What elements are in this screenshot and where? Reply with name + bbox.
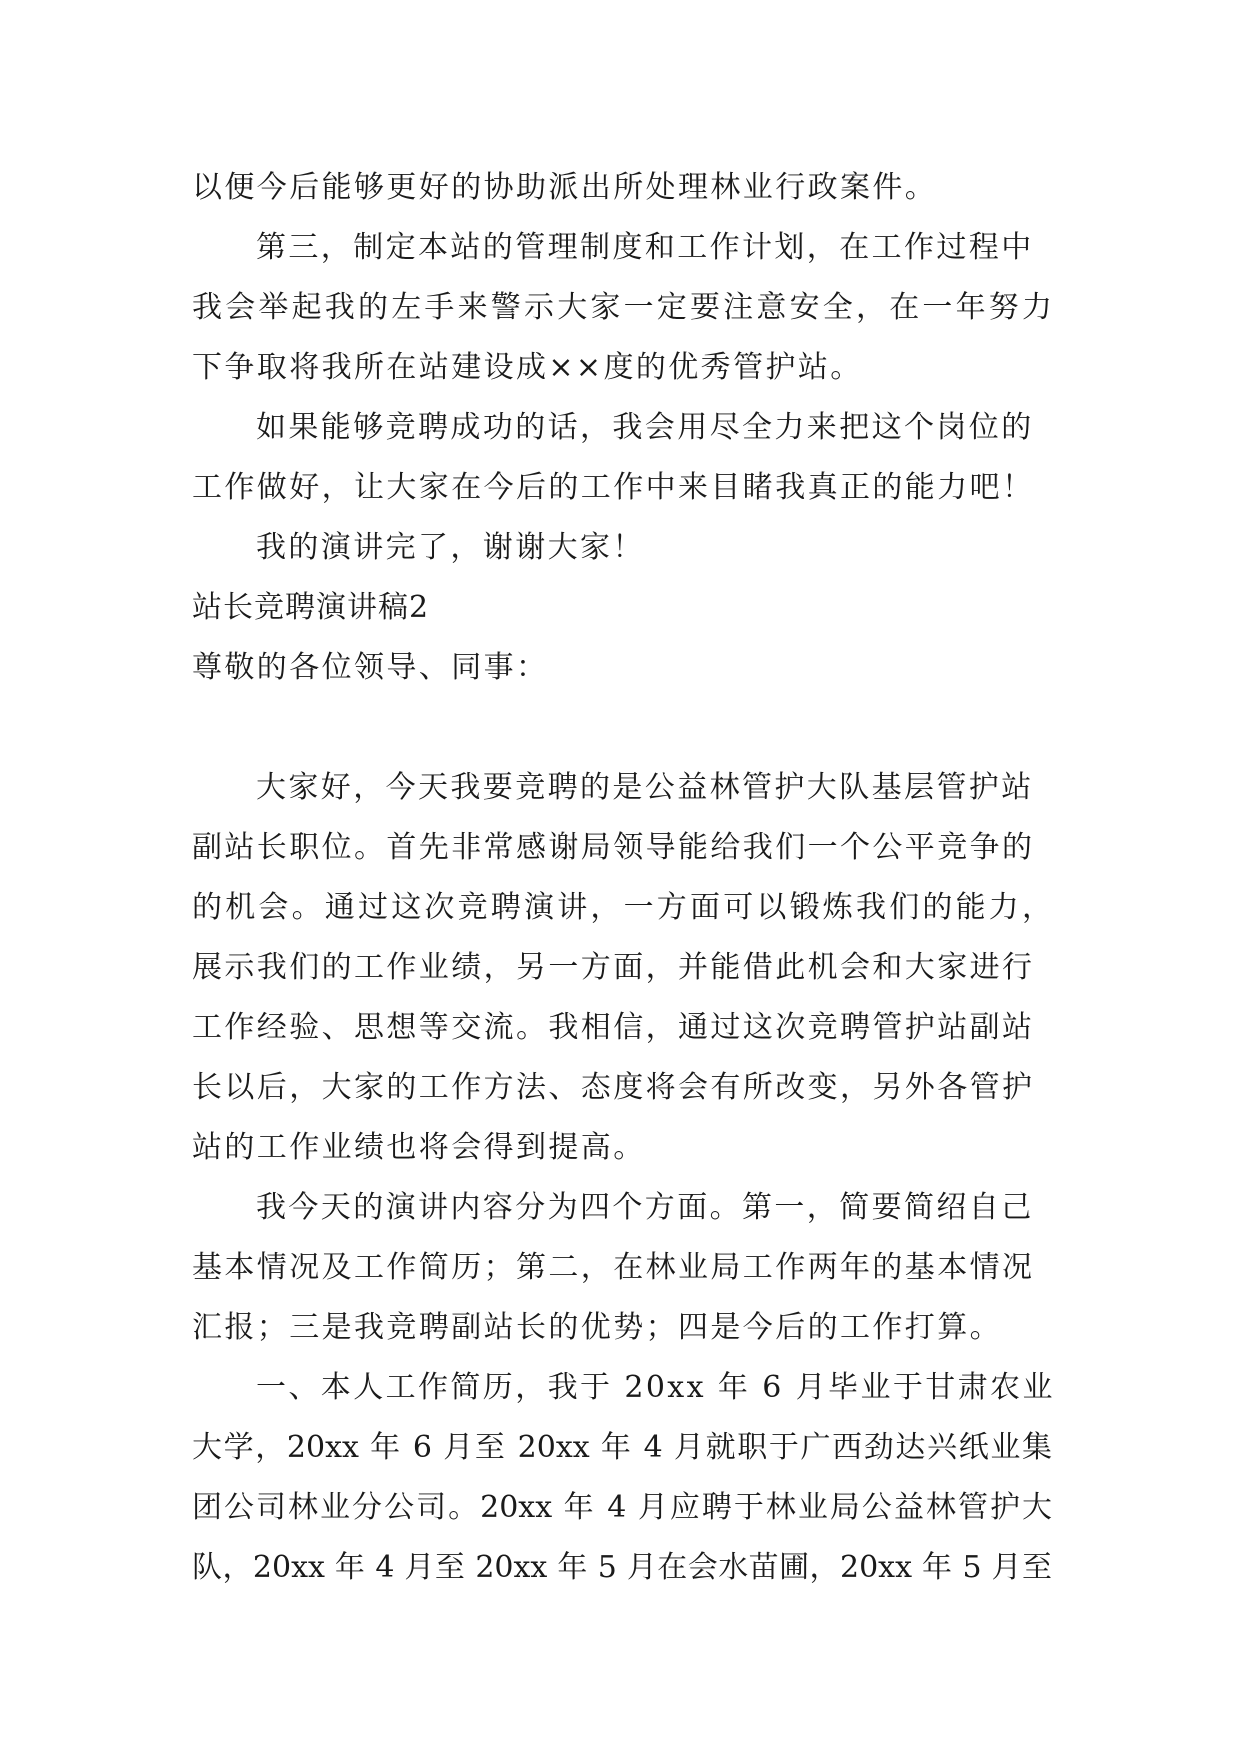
paragraph-line: 工作经验、思想等交流。我相信，通过这次竞聘管护站副站 — [192, 1010, 1035, 1045]
paragraph-line: 的机会。通过这次竞聘演讲，一方面可以锻炼我们的能力， — [192, 890, 1052, 925]
paragraph-line: 下争取将我所在站建设成××度的优秀管护站。 — [192, 350, 863, 385]
paragraph-line: 一、本人工作简历，我于 20xx 年 6 月毕业于甘肃农业 — [256, 1370, 1055, 1405]
blank-line — [192, 698, 1052, 758]
paragraph-line: 我的演讲完了，谢谢大家！ — [256, 530, 645, 565]
section-title: 站长竞聘演讲稿2 — [192, 590, 430, 625]
paragraph-line: 我今天的演讲内容分为四个方面。第一，简要简绍自己 — [256, 1190, 1034, 1225]
paragraph-line: 队，20xx 年 4 月至 20xx 年 5 月在会水苗圃，20xx 年 5 月至 — [192, 1550, 1052, 1585]
document-body — [192, 158, 1055, 1598]
paragraph-line: 我会举起我的左手来警示大家一定要注意安全，在一年努力 — [192, 290, 1052, 325]
paragraph-line: 副站长职位。首先非常感谢局领导能给我们一个公平竞争的 — [192, 830, 1035, 865]
paragraph-line: 展示我们的工作业绩，另一方面，并能借此机会和大家进行 — [192, 950, 1035, 985]
paragraph-line: 汇报；三是我竞聘副站长的优势；四是今后的工作打算。 — [192, 1310, 1002, 1345]
paragraph-line: 以便今后能够更好的协助派出所处理林业行政案件。 — [192, 170, 938, 205]
paragraph-line: 基本情况及工作简历；第二，在林业局工作两年的基本情况 — [192, 1250, 1035, 1285]
paragraph-line: 第三，制定本站的管理制度和工作计划，在工作过程中 — [256, 230, 1034, 265]
paragraph-line: 长以后，大家的工作方法、态度将会有所改变，另外各管护 — [192, 1070, 1035, 1105]
salutation: 尊敬的各位领导、同事： — [192, 650, 549, 685]
paragraph-line: 团公司林业分公司。20xx 年 4 月应聘于林业局公益林管护大 — [192, 1490, 1052, 1525]
paragraph-line: 工作做好，让大家在今后的工作中来目睹我真正的能力吧！ — [192, 470, 1035, 505]
paragraph-line: 站的工作业绩也将会得到提高。 — [192, 1130, 646, 1165]
paragraph-line: 如果能够竞聘成功的话，我会用尽全力来把这个岗位的 — [256, 410, 1034, 445]
paragraph-line: 大学，20xx 年 6 月至 20xx 年 4 月就职于广西劲达兴纸业集 — [192, 1430, 1052, 1465]
paragraph-line: 大家好，今天我要竞聘的是公益林管护大队基层管护站 — [256, 770, 1034, 805]
